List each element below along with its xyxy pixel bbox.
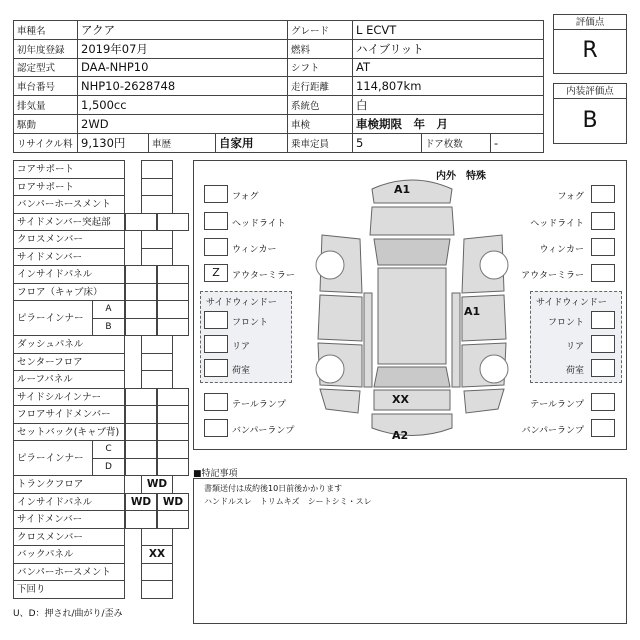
checklist-row-label: 下回り bbox=[13, 580, 125, 599]
vehicle-field-value: AT bbox=[353, 58, 544, 77]
vehicle-field-label: 系統色 bbox=[288, 96, 353, 115]
right-window-check[interactable] bbox=[591, 359, 615, 377]
right-check-box[interactable] bbox=[591, 212, 615, 230]
left-rear-wheel bbox=[316, 355, 344, 383]
checklist-row-label: セットバック(キャブ背) bbox=[13, 423, 125, 442]
rear-bumper-panel bbox=[372, 414, 452, 436]
checklist-row-label: インサイドパネル bbox=[13, 493, 125, 512]
left-window-title: サイドウィンドー bbox=[206, 298, 277, 308]
mark-bottom: A2 bbox=[392, 429, 409, 442]
vehicle-row bbox=[14, 21, 544, 40]
right-lamp-check[interactable] bbox=[591, 419, 615, 437]
left-front-wheel bbox=[316, 251, 344, 279]
vehicle-field-value: 114,807km bbox=[353, 77, 544, 96]
checklist-cell-center bbox=[141, 160, 173, 179]
right-window-label: フロント bbox=[547, 318, 584, 328]
checklist-cell-center bbox=[141, 353, 173, 372]
interior-score-label: 内装評価点 bbox=[554, 84, 626, 99]
checklist-cell-right bbox=[157, 318, 189, 337]
mark-side: A1 bbox=[464, 305, 481, 318]
left-window-check[interactable] bbox=[204, 311, 228, 329]
right-window-check[interactable] bbox=[591, 311, 615, 329]
checklist-row-label: クロスメンバー bbox=[13, 528, 125, 547]
vehicle-field-label: 駆動 bbox=[14, 114, 78, 133]
history-value: 自家用 bbox=[219, 135, 254, 150]
right-check-label: ヘッドライト bbox=[530, 219, 584, 229]
vehicle-info-table bbox=[13, 20, 544, 153]
vehicle-field-label: 燃料 bbox=[288, 39, 353, 58]
vehicle-row bbox=[14, 96, 544, 115]
vehicle-row bbox=[14, 58, 544, 77]
checklist-cell-center bbox=[141, 528, 173, 547]
right-check-label: ウィンカー bbox=[539, 245, 584, 255]
notes-title: ■特記事項 bbox=[193, 469, 238, 479]
capacity-doors-cell bbox=[353, 133, 544, 152]
left-sill bbox=[364, 293, 372, 387]
vehicle-row bbox=[14, 133, 544, 152]
right-lamp-check[interactable] bbox=[591, 393, 615, 411]
vehicle-row bbox=[14, 39, 544, 58]
pillar-sub-label: C bbox=[92, 440, 125, 459]
vehicle-field-value: 2WD bbox=[78, 114, 288, 133]
right-front-door bbox=[462, 295, 506, 341]
pillar-sub-label: A bbox=[92, 300, 125, 319]
right-check-label: アウターミラー bbox=[521, 271, 584, 281]
vehicle-field-label: 車台番号 bbox=[14, 77, 78, 96]
right-lamp-label: テールランプ bbox=[530, 400, 584, 410]
recycle-history-cell bbox=[78, 133, 288, 152]
interior-score-value: B bbox=[582, 108, 598, 133]
vehicle-field-label: シフト bbox=[288, 58, 353, 77]
checklist-row-label: フロア（キャブ床） bbox=[13, 283, 125, 302]
score-value: R bbox=[582, 38, 598, 63]
checklist-cell-left bbox=[125, 318, 157, 337]
history-label: 車歴 bbox=[149, 134, 216, 152]
left-window-check[interactable] bbox=[204, 359, 228, 377]
hood-panel bbox=[370, 207, 454, 235]
right-window-label: 荷室 bbox=[565, 366, 584, 376]
front-bumper-panel bbox=[372, 180, 452, 203]
left-window-check[interactable] bbox=[204, 335, 228, 353]
left-check-label: アウターミラー bbox=[232, 271, 295, 281]
checklist-cell-left bbox=[125, 213, 157, 232]
checklist-cell-right bbox=[157, 283, 189, 302]
left-window-label: リア bbox=[232, 342, 251, 352]
checklist-cell-center bbox=[141, 563, 173, 582]
checklist-cell-right bbox=[157, 265, 189, 284]
roof-panel bbox=[378, 268, 446, 364]
left-check-box[interactable] bbox=[204, 238, 228, 256]
left-lamp-label: バンパーランプ bbox=[232, 426, 295, 436]
vehicle-field-label: 排気量 bbox=[14, 96, 78, 115]
checklist-cell-left bbox=[125, 300, 157, 319]
right-check-box[interactable] bbox=[591, 185, 615, 203]
interior-score-box bbox=[553, 83, 627, 144]
pillar-sub-label: D bbox=[92, 458, 125, 477]
mark-front: A1 bbox=[394, 183, 411, 196]
right-rear-wheel bbox=[480, 355, 508, 383]
right-window-check[interactable] bbox=[591, 335, 615, 353]
vehicle-row bbox=[14, 77, 544, 96]
checklist-row-label: サイドメンバー突起部 bbox=[13, 213, 125, 232]
checklist-cell-left: WD bbox=[125, 493, 157, 512]
notes-line-2: ハンドルスレ トリムキズ シートシミ・スレ bbox=[204, 497, 372, 506]
vehicle-field-value: 白 bbox=[353, 96, 544, 115]
checklist-row-label: ダッシュパネル bbox=[13, 335, 125, 354]
vehicle-field-value: L ECVT bbox=[353, 21, 544, 40]
left-lamp-check[interactable] bbox=[204, 419, 228, 437]
checklist-cell-right bbox=[157, 213, 189, 232]
checklist-cell-center bbox=[141, 370, 173, 389]
checklist-row-label: ルーフパネル bbox=[13, 370, 125, 389]
checklist-row-label: サイドメンバー bbox=[13, 248, 125, 267]
damage-diagram bbox=[193, 160, 627, 450]
left-window-label: フロント bbox=[232, 318, 269, 328]
vehicle-field-value: NHP10-2628748 bbox=[78, 77, 288, 96]
right-window-label: リア bbox=[565, 342, 584, 352]
right-check-box[interactable] bbox=[591, 264, 615, 282]
checklist-row-label: ピラーインナー bbox=[13, 440, 93, 476]
left-front-door bbox=[318, 295, 362, 341]
pillar-sub-label: B bbox=[92, 318, 125, 337]
recycle-fee-label: リサイクル料 bbox=[14, 133, 78, 152]
vehicle-field-value: 1,500cc bbox=[78, 96, 288, 115]
left-check-box[interactable] bbox=[204, 185, 228, 203]
checklist-row-label: センターフロア bbox=[13, 353, 125, 372]
capacity-label: 乗車定員 bbox=[288, 133, 353, 152]
vehicle-field-label: 初年度登録 bbox=[14, 39, 78, 58]
checklist-cell-center bbox=[141, 580, 173, 599]
checklist-cell-right bbox=[157, 405, 189, 424]
vehicle-field-label: 認定型式 bbox=[14, 58, 78, 77]
vehicle-field-value: ハイブリット bbox=[353, 39, 544, 58]
checklist-row-label: バンパーホースメント bbox=[13, 195, 125, 214]
checklist-cell-center bbox=[141, 230, 173, 249]
right-check-box[interactable] bbox=[591, 238, 615, 256]
left-check-label: フォグ bbox=[232, 192, 259, 202]
checklist-row-label: バンパーホースメント bbox=[13, 563, 125, 582]
checklist-row-label: ピラーインナー bbox=[13, 300, 93, 336]
vehicle-field-label: 車検 bbox=[288, 114, 353, 133]
checklist-cell-left bbox=[125, 458, 157, 477]
rear-glass-panel bbox=[374, 367, 450, 387]
checklist-cell-left bbox=[125, 510, 157, 529]
checklist-cell-center bbox=[141, 178, 173, 197]
mark-rear: XX bbox=[392, 393, 409, 406]
notes-line-1: 書類送付は成約後10日前後かかります bbox=[204, 484, 343, 493]
checklist-cell-right: WD bbox=[157, 493, 189, 512]
checklist-row-label: トランクフロア bbox=[13, 475, 125, 494]
checklist-row-label: サイドメンバー bbox=[13, 510, 125, 529]
checklist-cell-right bbox=[157, 510, 189, 529]
score-box bbox=[553, 14, 627, 74]
vehicle-field-value: DAA-NHP10 bbox=[78, 58, 288, 77]
left-check-box[interactable]: Z bbox=[204, 264, 228, 282]
diagram-title: 内外 特殊 bbox=[436, 171, 486, 182]
capacity-value: 5 bbox=[353, 134, 422, 152]
checklist-cell-right bbox=[157, 388, 189, 407]
checklist-cell-left bbox=[125, 440, 157, 459]
checklist-cell-center bbox=[141, 195, 173, 214]
checklist-cell-right bbox=[157, 300, 189, 319]
left-check-box[interactable] bbox=[204, 212, 228, 230]
checklist-cell-center bbox=[141, 248, 173, 267]
trunk-panel bbox=[374, 390, 450, 410]
right-front-wheel bbox=[480, 251, 508, 279]
left-lamp-label: テールランプ bbox=[232, 400, 286, 410]
car-diagram bbox=[302, 173, 522, 448]
checklist-row-label: フロアサイドメンバー bbox=[13, 405, 125, 424]
checklist-row-label: クロスメンバー bbox=[13, 230, 125, 249]
right-sill bbox=[452, 293, 460, 387]
checklist-cell-center bbox=[141, 335, 173, 354]
checklist-cell-left bbox=[125, 265, 157, 284]
vehicle-field-label: グレード bbox=[288, 21, 353, 40]
checklist-cell-left bbox=[125, 405, 157, 424]
checklist-row-label: サイドシルインナー bbox=[13, 388, 125, 407]
vehicle-field-value: アクア bbox=[78, 21, 288, 40]
left-check-label: ヘッドライト bbox=[232, 219, 286, 229]
vehicle-field-value: 2019年07月 bbox=[78, 39, 288, 58]
windshield-panel bbox=[374, 239, 450, 265]
score-label: 評価点 bbox=[554, 15, 626, 30]
vehicle-field-value: 車検期限 年 月 bbox=[353, 114, 544, 133]
left-check-label: ウィンカー bbox=[232, 245, 277, 255]
right-lamp-label: バンパーランプ bbox=[521, 426, 584, 436]
right-quarter bbox=[464, 389, 504, 413]
checklist-cell-left bbox=[125, 423, 157, 442]
checklist-cell-right bbox=[157, 423, 189, 442]
checklist-row-label: コアサポート bbox=[13, 160, 125, 179]
left-quarter bbox=[320, 389, 360, 413]
vehicle-row bbox=[14, 114, 544, 133]
checklist-cell-right bbox=[157, 458, 189, 477]
checklist-row-label: バックパネル bbox=[13, 545, 125, 564]
right-window-title: サイドウィンドー bbox=[536, 298, 607, 308]
checklist-cell-center: WD bbox=[141, 475, 173, 494]
checklist-cell-left bbox=[125, 388, 157, 407]
doors-label: ドア枚数 bbox=[422, 134, 491, 152]
footnote: U、D：押され/曲がり/歪み bbox=[13, 609, 123, 619]
vehicle-field-label: 車種名 bbox=[14, 21, 78, 40]
checklist-cell-left bbox=[125, 283, 157, 302]
doors-value: - bbox=[494, 135, 499, 150]
vehicle-field-label: 走行距離 bbox=[288, 77, 353, 96]
right-check-label: フォグ bbox=[557, 192, 584, 202]
checklist-row-label: インサイドパネル bbox=[13, 265, 125, 284]
left-lamp-check[interactable] bbox=[204, 393, 228, 411]
recycle-fee-value: 9,130円 bbox=[78, 134, 149, 152]
notes-area bbox=[193, 478, 627, 624]
checklist-row-label: ロアサポート bbox=[13, 178, 125, 197]
left-window-label: 荷室 bbox=[232, 366, 251, 376]
checklist-cell-right bbox=[157, 440, 189, 459]
checklist-cell-center: XX bbox=[141, 545, 173, 564]
